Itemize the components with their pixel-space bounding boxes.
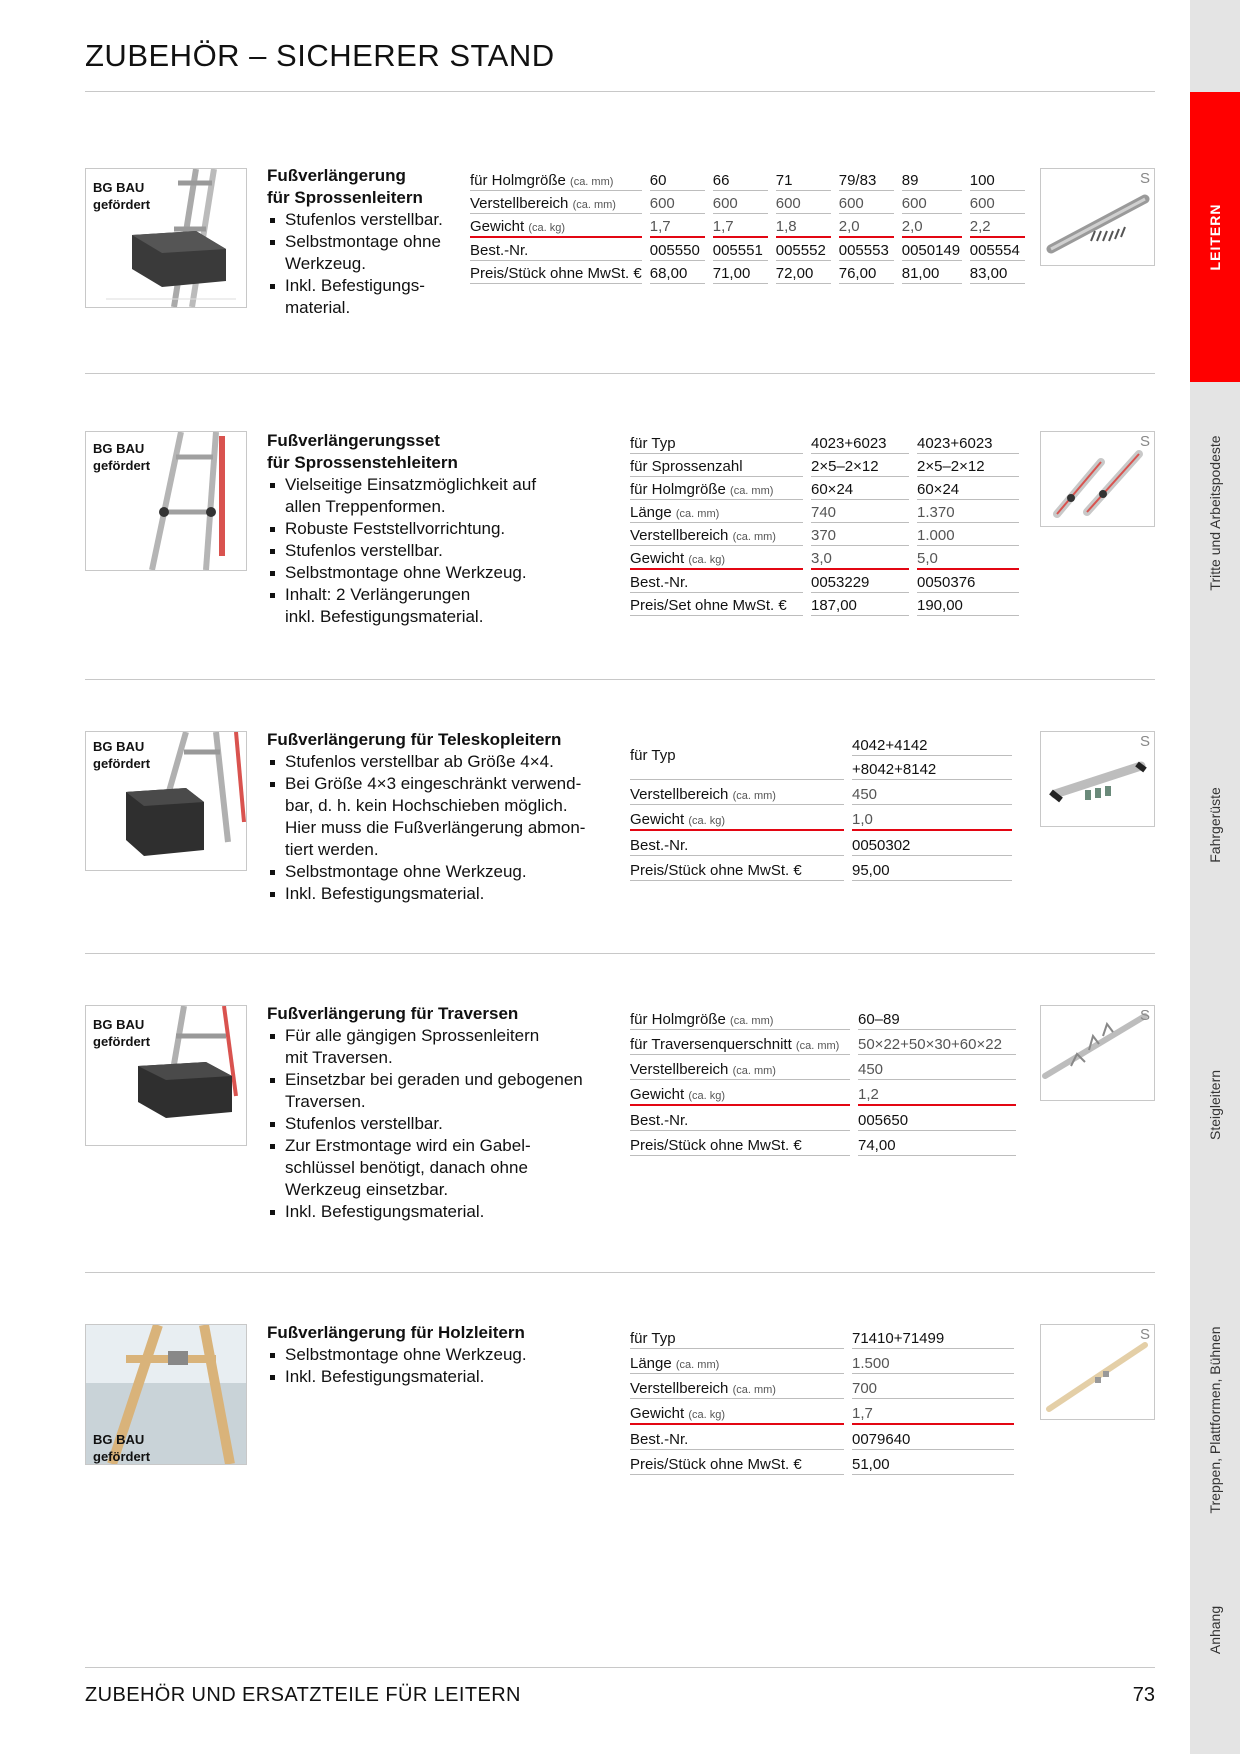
product-description	[267, 430, 536, 628]
product-photo	[85, 731, 247, 871]
divider	[85, 679, 1155, 680]
accessory-thumbnail	[1040, 1005, 1155, 1101]
bg-bau-badge: BG BAU gefördert	[93, 180, 151, 212]
traverse-extension-icon	[1041, 1006, 1154, 1100]
feature-list	[267, 751, 585, 905]
extension-bar-icon	[1041, 732, 1154, 826]
product-title: Fußverlängerung für Holzleitern	[267, 1323, 525, 1342]
accessory-thumbnail	[1040, 1324, 1155, 1420]
spec-row: Gewicht (ca. kg) 1,0	[630, 805, 1012, 831]
tab-label: Steigleitern	[1207, 1069, 1223, 1141]
bg-bau-badge: BG BAU gefördert	[93, 441, 151, 473]
product-title: Fußverlängerungsset für Sprossenstehleitern	[267, 431, 458, 472]
product-description	[267, 729, 585, 905]
divider	[85, 373, 1155, 374]
spec-row: für Holmgröße (ca. mm) 60–89	[630, 1005, 1016, 1030]
tab-leitern[interactable]	[1190, 92, 1240, 382]
feature-list	[267, 1344, 527, 1388]
spec-row: für Traversenquerschnitt (ca. mm) 50×22+50×30+60×22	[630, 1030, 1016, 1055]
feature-list	[267, 474, 536, 628]
spec-row: für Typ 4042+4142	[630, 732, 1012, 756]
spec-table	[622, 431, 1027, 616]
tab-label: Fahrgerüste	[1207, 787, 1223, 863]
feature-item: Inhalt: 2 Verlängerungen inkl. Befestigungsmaterial.	[267, 584, 536, 628]
feature-item: Einsetzbar bei geraden und gebogenen Traversen.	[267, 1069, 583, 1113]
spec-row: für Holmgröße (ca. mm) 60×24 60×24	[630, 477, 1019, 500]
extension-bar-icon	[1041, 169, 1154, 265]
feature-item: Inkl. Befestigungsmaterial.	[267, 883, 585, 905]
divider	[85, 1272, 1155, 1273]
thumbnail-marker: S	[1139, 733, 1150, 750]
bg-bau-badge: BG BAU gefördert	[93, 1432, 151, 1464]
feature-item: Robuste Feststellvorrichtung.	[267, 518, 536, 540]
spec-row: Gewicht (ca. kg) 1,2	[630, 1080, 1016, 1106]
tab-label: Treppen, Plattformen, Bühnen	[1207, 1326, 1223, 1514]
spec-row: Länge (ca. mm) 1.500	[630, 1349, 1014, 1374]
page-title: ZUBEHÖR – SICHERER STAND	[85, 38, 555, 73]
spec-row: Verstellbereich (ca. mm) 450	[630, 1055, 1016, 1080]
spec-row: Best.-Nr. 0050302	[630, 831, 1012, 856]
chapter-sidebar	[1190, 0, 1240, 1754]
divider	[85, 953, 1155, 954]
spec-table	[622, 1005, 1024, 1156]
tab-fahrgerueste[interactable]	[1190, 725, 1240, 925]
spec-row: Verstellbereich (ca. mm) 600 600 600 600 600 600	[470, 191, 1025, 214]
feature-item: Selbstmontage ohne Werkzeug.	[267, 562, 536, 584]
feature-item: Selbstmontage ohne Werkzeug.	[267, 231, 443, 275]
spec-row: Gewicht (ca. kg) 1,7	[630, 1399, 1014, 1425]
feature-item: Selbstmontage ohne Werkzeug.	[267, 861, 585, 883]
spec-row: für Holmgröße (ca. mm) 60 66 71 79/83 89 100	[470, 168, 1025, 191]
extension-set-icon	[1041, 432, 1154, 526]
divider	[85, 1667, 1155, 1668]
tab-label: LEITERN	[1207, 203, 1223, 271]
feature-item: Für alle gängigen Sprossenleitern mit Traversen.	[267, 1025, 583, 1069]
spec-row: +8042+8142	[630, 756, 1012, 780]
spec-row: für Typ 4023+6023 4023+6023	[630, 431, 1019, 454]
spec-row: für Typ 71410+71499	[630, 1324, 1014, 1349]
bg-bau-badge: BG BAU gefördert	[93, 739, 151, 771]
product-photo	[85, 431, 247, 571]
accessory-thumbnail	[1040, 731, 1155, 827]
product-photo	[85, 1324, 247, 1465]
feature-item: Stufenlos verstellbar ab Größe 4×4.	[267, 751, 585, 773]
footer-title: ZUBEHÖR UND ERSATZTEILE FÜR LEITERN	[85, 1684, 521, 1706]
spec-row: Verstellbereich (ca. mm) 700	[630, 1374, 1014, 1399]
spec-table	[462, 168, 1033, 284]
tab-tritte[interactable]	[1190, 382, 1240, 644]
feature-item: Stufenlos verstellbar.	[267, 1113, 583, 1135]
tab-steigleitern[interactable]	[1190, 1020, 1240, 1190]
product-description	[267, 1322, 527, 1388]
spec-row: für Sprossenzahl 2×5–2×12 2×5–2×12	[630, 454, 1019, 477]
feature-list	[267, 1025, 583, 1223]
feature-item: Zur Erstmontage wird ein Gabel- schlüssel benötigt, danach ohne Werkzeug einsetzbar.	[267, 1135, 583, 1201]
accessory-thumbnail	[1040, 431, 1155, 527]
spec-row: Preis/Stück ohne MwSt. € 95,00	[630, 856, 1012, 881]
feature-item: Inkl. Befestigungsmaterial.	[267, 1366, 527, 1388]
tab-label: Tritte und Arbeitspodeste	[1207, 435, 1223, 591]
feature-item: Inkl. Befestigungsmaterial.	[267, 1201, 583, 1223]
accessory-thumbnail	[1040, 168, 1155, 266]
feature-item: Inkl. Befestigungs- material.	[267, 275, 443, 319]
spec-row: Preis/Stück ohne MwSt. € 51,00	[630, 1450, 1014, 1475]
product-description	[267, 1003, 583, 1223]
feature-item: Bei Größe 4×3 eingeschränkt verwend- bar, d. h. kein Hochschieben möglich. Hier muss die Fußverlängerung abmon- tiert werden.	[267, 773, 585, 861]
page-number: 73	[1132, 1684, 1155, 1706]
product-title: Fußverlängerung für Sprossenleitern	[267, 166, 423, 207]
feature-item: Vielseitige Einsatzmöglichkeit auf allen Treppenformen.	[267, 474, 536, 518]
product-title: Fußverlängerung für Traversen	[267, 1004, 519, 1023]
spec-row: Preis/Set ohne MwSt. € 187,00 190,00	[630, 593, 1019, 616]
tab-label: Anhang	[1207, 1605, 1223, 1655]
bg-bau-badge: BG BAU gefördert	[93, 1017, 151, 1049]
spec-row: Preis/Stück ohne MwSt. € 68,00 71,00 72,00 76,00 81,00 83,00	[470, 261, 1025, 284]
spec-row: Länge (ca. mm) 740 1.370	[630, 500, 1019, 523]
product-photo	[85, 1005, 247, 1146]
spec-row: Verstellbereich (ca. mm) 370 1.000	[630, 523, 1019, 546]
thumbnail-marker: S	[1139, 433, 1150, 450]
product-photo	[85, 168, 247, 308]
wooden-extension-icon	[1041, 1325, 1154, 1419]
divider	[85, 91, 1155, 92]
spec-table	[622, 1324, 1022, 1475]
feature-item: Stufenlos verstellbar.	[267, 540, 536, 562]
spec-row: Gewicht (ca. kg) 1,7 1,7 1,8 2,0 2,0 2,2	[470, 214, 1025, 238]
spec-row: Verstellbereich (ca. mm) 450	[630, 780, 1012, 805]
thumbnail-marker: S	[1139, 170, 1150, 187]
spec-row: Best.-Nr. 0053229 0050376	[630, 570, 1019, 593]
spec-row: Best.-Nr. 0079640	[630, 1425, 1014, 1450]
product-title: Fußverlängerung für Teleskopleitern	[267, 730, 562, 749]
spec-row: Preis/Stück ohne MwSt. € 74,00	[630, 1131, 1016, 1156]
tab-treppen[interactable]	[1190, 1260, 1240, 1580]
product-description	[267, 165, 443, 319]
feature-item: Stufenlos verstellbar.	[267, 209, 443, 231]
tab-anhang[interactable]	[1190, 1560, 1240, 1700]
spec-table	[622, 732, 1020, 881]
spec-row: Best.-Nr. 005650	[630, 1106, 1016, 1131]
spec-row: Gewicht (ca. kg) 3,0 5,0	[630, 546, 1019, 570]
feature-list	[267, 209, 443, 319]
spec-row: Best.-Nr. 005550 005551 005552 005553 0050149 005554	[470, 238, 1025, 261]
thumbnail-marker: S	[1139, 1007, 1150, 1024]
feature-item: Selbstmontage ohne Werkzeug.	[267, 1344, 527, 1366]
thumbnail-marker: S	[1139, 1326, 1150, 1343]
